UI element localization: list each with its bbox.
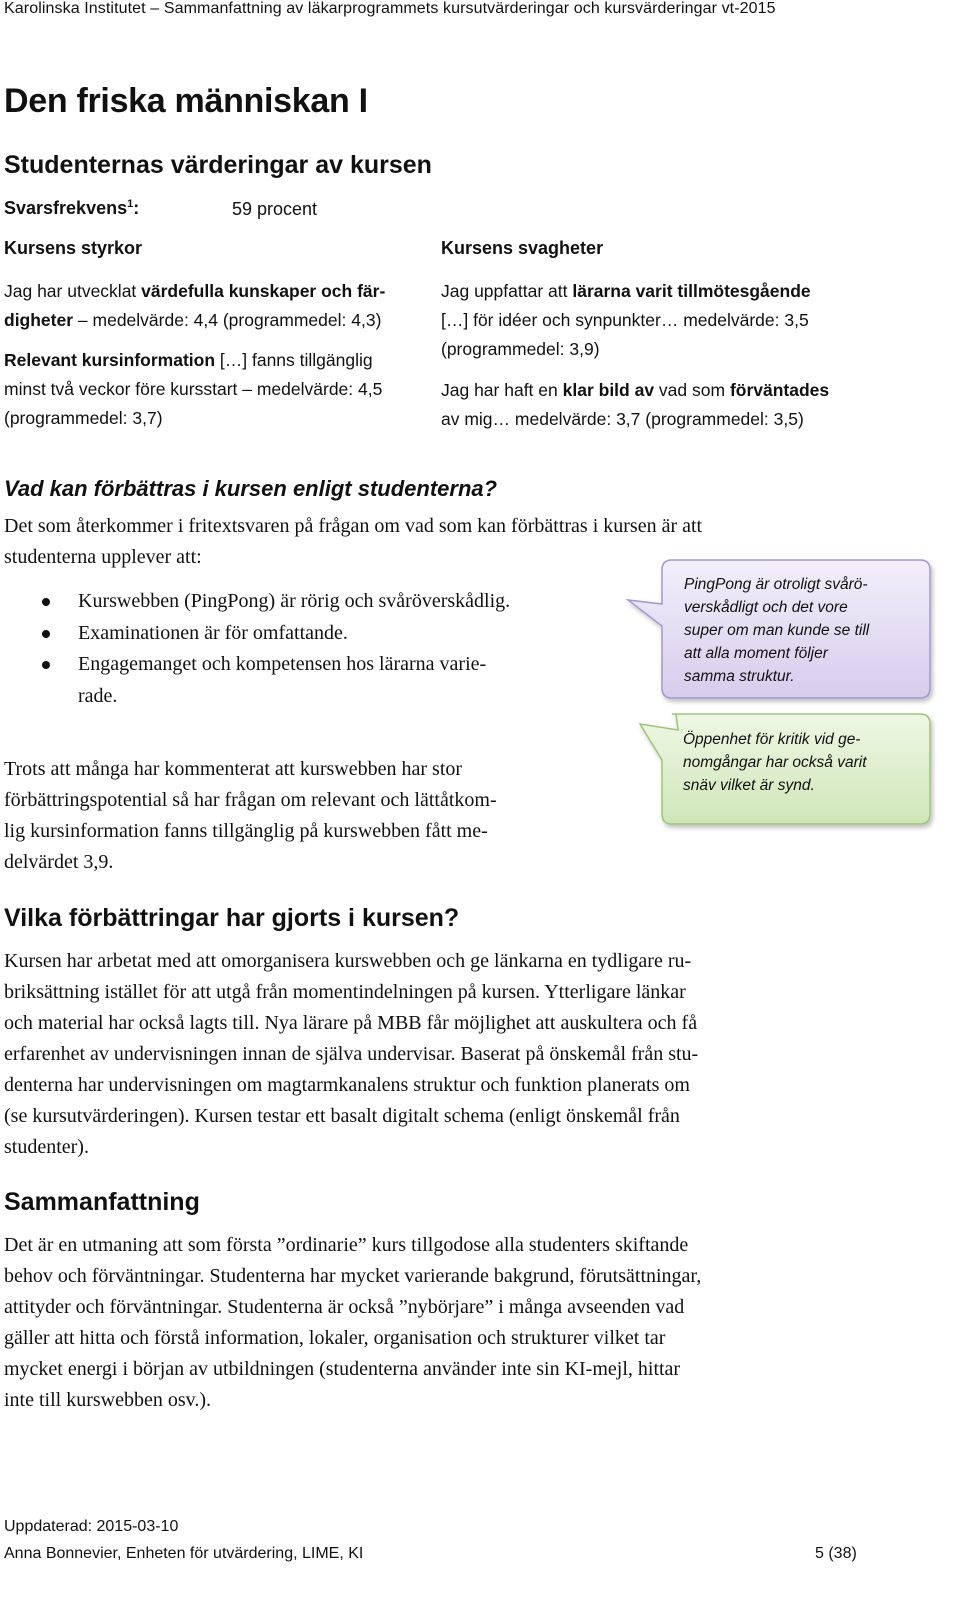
footnote-marker: 1 — [127, 198, 134, 210]
followup-line: Trots att många har kommenterat att kurswebben har stor — [4, 758, 463, 780]
improvements-made-heading: Vilka förbättringar har gjorts i kursen? — [4, 904, 460, 932]
bullet-text-cont: rade. — [78, 684, 118, 707]
body-line: erfarenhet av undervisningen innan de själva undervisar. Baserat på önskemål från stu- — [4, 1043, 699, 1065]
strength-item-1 — [4, 277, 434, 335]
strengths-heading: Kursens styrkor — [4, 238, 143, 258]
body-line: briksättning istället för att utgå från momentindelningen på kursen. Ytterligare länkar — [4, 981, 686, 1003]
running-header: Karolinska Institutet – Sammanfattning av läkarprogrammets kursutvärderingar och kursvärderingar vt-2015 — [4, 0, 776, 17]
callout-line: att alla moment följer — [684, 645, 828, 662]
strength-2-line3: (programmedel: 3,7) — [4, 408, 163, 428]
body-line: (se kursutvärderingen). Kursen testar ett basalt digitalt schema (enligt önskemål från — [4, 1105, 680, 1127]
weakness-1-bold: lärarna varit tillmötesgående — [572, 281, 811, 301]
strength-1-bold: värdefulla kunskaper och fär- — [141, 281, 386, 301]
weaknesses-heading: Kursens svagheter — [441, 238, 604, 258]
body-line: behov och förväntningar. Studenterna har mycket varierande bakgrund, förutsättningar, — [4, 1265, 702, 1287]
weakness-2-bold2: förväntades — [729, 380, 830, 400]
bullet-text: Examinationen är för omfattande. — [78, 621, 348, 644]
footer-author: Anna Bonnevier, Enheten för utvärdering, LIME, KI — [4, 1545, 364, 1562]
strength-1-pre: Jag har utvecklat — [4, 281, 142, 301]
page-title: Den friska människan I — [4, 82, 368, 120]
page-number: 5 (38) — [815, 1545, 857, 1562]
section-heading-student-evaluations: Studenternas värderingar av kursen — [4, 151, 432, 179]
followup-line: förbättringspotential så har frågan om relevant och lättåtkom- — [4, 789, 497, 811]
improvement-bullet-list — [4, 586, 624, 712]
callout-line: samma struktur. — [684, 668, 795, 685]
body-line: och material har också lagts till. Nya lärare på MBB får möjlighet att auskultera och få — [4, 1012, 698, 1034]
response-rate-label — [4, 198, 139, 219]
body-line: mycket energi i början av utbildningen (studenterna använder inte sin KI-mejl, hittar — [4, 1358, 681, 1380]
followup-line: lig kursinformation fanns tillgänglig på kurswebben fått me- — [4, 820, 488, 842]
callout-purple-text — [684, 573, 914, 688]
callout-line: nomgångar har också varit — [683, 754, 867, 771]
body-line: Kursen har arbetat med att omorganisera kurswebben och ge länkarna en tydligare ru- — [4, 950, 692, 972]
weakness-2-bold1: klar bild av — [562, 380, 655, 400]
weakness-item-1 — [441, 277, 881, 364]
response-rate-colon: : — [133, 198, 140, 218]
improvements-made-body — [4, 946, 904, 1163]
strength-2-line2: minst två veckor före kursstart – medelvärde: 4,5 — [4, 379, 383, 399]
updated-date: Uppdaterad: 2015-03-10 — [4, 1518, 179, 1535]
body-line: denterna har undervisningen om magtarmkanalens struktur och funktion planerats om — [4, 1074, 690, 1096]
list-item — [4, 586, 624, 618]
list-item — [4, 649, 624, 712]
callout-line: super om man kunde se till — [684, 622, 870, 639]
improvement-followup — [4, 754, 624, 878]
strength-1-bold-cont: digheter — [4, 310, 74, 330]
weakness-2-line2: av mig… medelvärde: 3,7 (programmedel: 3,5) — [441, 409, 804, 429]
list-item — [4, 618, 624, 650]
callout-line: PingPong är otroligt svårö- — [684, 576, 868, 593]
body-line: Det är en utmaning att som första ”ordinarie” kurs tillgodose alla studenters skiftande — [4, 1234, 689, 1256]
bullet-text: Kurswebben (PingPong) är rörig och svåröverskådlig. — [78, 590, 511, 612]
response-rate-value: 59 procent — [232, 199, 318, 219]
weakness-2-mid: vad som — [654, 380, 730, 400]
weakness-item-2 — [441, 376, 881, 434]
bullet-text: Engagemanget och kompetensen hos lärarna varie- — [78, 653, 487, 675]
bullet-icon — [42, 661, 50, 669]
callout-line: snäv vilket är synd. — [683, 777, 815, 794]
followup-line: delvärdet 3,9. — [4, 851, 114, 873]
improvement-intro-line2: studenterna upplever att: — [4, 546, 202, 568]
bullet-icon — [42, 630, 50, 638]
strength-2-rest: […] fanns tillgänglig — [215, 350, 373, 370]
callout-line: verskådligt och det vore — [684, 599, 848, 616]
body-line: gäller att hitta och förstå information, lokaler, organisation och strukturer vilket tar — [4, 1327, 666, 1349]
weakness-1-line2: […] för idéer och synpunkter… medelvärde: 3,5 — [441, 310, 809, 330]
weakness-2-pre: Jag har haft en — [441, 380, 563, 400]
summary-heading: Sammanfattning — [4, 1188, 200, 1216]
strength-item-2 — [4, 346, 434, 433]
strength-1-rest: – medelvärde: 4,4 (programmedel: 4,3) — [73, 310, 382, 330]
improvement-question-heading: Vad kan förbättras i kursen enligt studenterna? — [4, 476, 498, 501]
weakness-1-pre: Jag uppfattar att — [441, 281, 573, 301]
bullet-icon — [42, 598, 50, 606]
response-rate-label-text: Svarsfrekvens — [4, 198, 128, 218]
improvement-intro-line1: Det som återkommer i fritextsvaren på frågan om vad som kan förbättras i kursen är att — [4, 515, 703, 537]
callout-line: Öppenhet för kritik vid ge- — [683, 731, 861, 748]
body-line: studenter). — [4, 1136, 89, 1158]
body-line: attityder och förväntningar. Studenterna är också ”nybörjare” i många avseenden vad — [4, 1296, 685, 1318]
strength-2-bold: Relevant kursinformation — [4, 350, 216, 370]
body-line: inte till kurswebben osv.). — [4, 1389, 212, 1411]
summary-body — [4, 1230, 904, 1416]
weakness-1-line3: (programmedel: 3,9) — [441, 339, 600, 359]
callout-green-text — [683, 728, 913, 797]
